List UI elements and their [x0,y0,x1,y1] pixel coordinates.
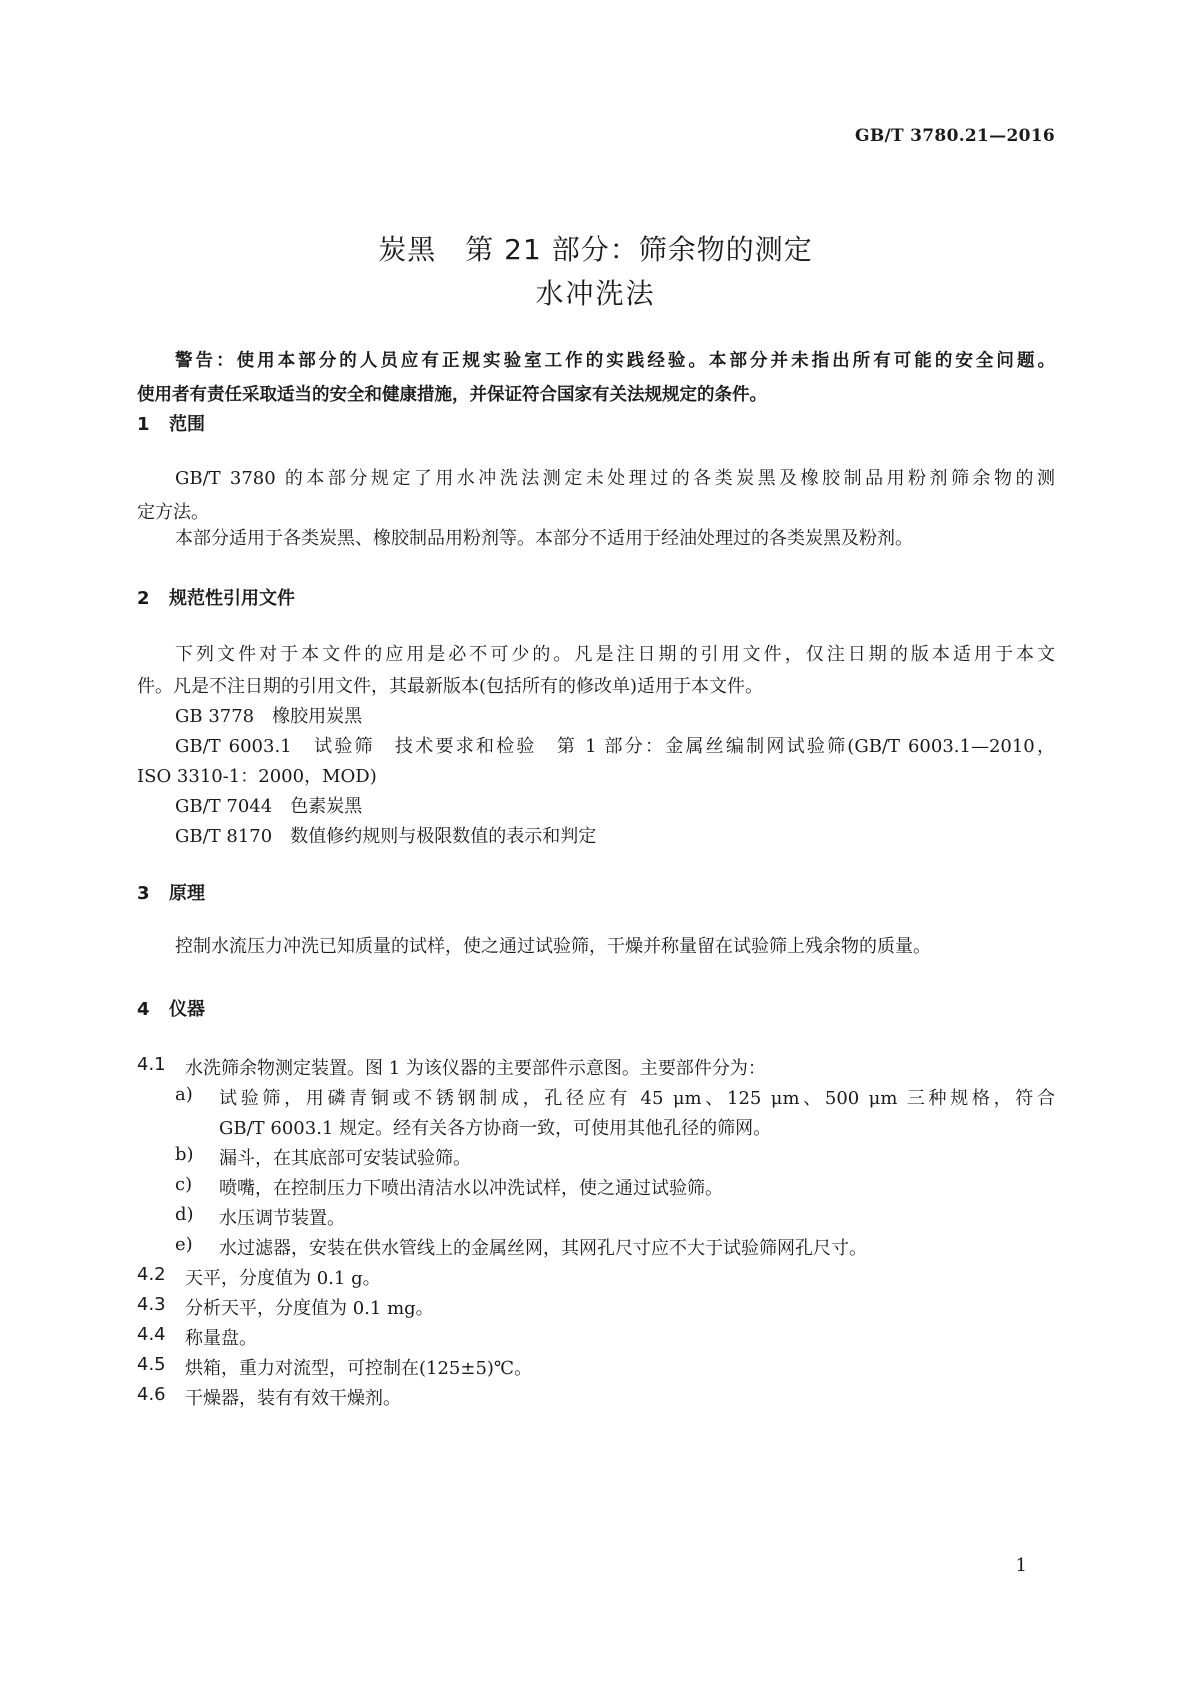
item-text-4-2: 天平，分度值为 0.1 g。 [185,1268,381,1289]
principle-paragraph: 控制水流压力冲洗已知质量的试样，使之通过试验筛，干燥并称量留在试验筛上残余物的质量。 [175,936,931,957]
subitem-b: 漏斗，在其底部可安装试验筛。 [219,1148,471,1169]
document-title: 炭黑 第 21 部分：筛余物的测定 [378,233,813,266]
section-heading-principle [137,879,205,905]
reference-gbt6003-line-1: GB/T 6003.1 试验筛 技术要求和检验 第 1 部分：金属丝编制网试验筛(GB/T 6003.1—2010， [175,736,1055,757]
subitem-d: 水压调节装置。 [219,1208,345,1229]
section-number: 1 [137,414,150,435]
item-text-4-1: 水洗筛余物测定装置。图 1 为该仪器的主要部件示意图。主要部件分为： [185,1058,766,1079]
reference-gbt8170: GB/T 8170 数值修约规则与极限数值的表示和判定 [175,826,597,847]
section-title: 规范性引用文件 [169,588,295,609]
section-title: 原理 [169,883,205,904]
subitem-letter-d: d) [175,1204,194,1225]
item-number-4-4: 4.4 [137,1324,166,1345]
reference-gb3778: GB 3778 橡胶用炭黑 [175,706,363,727]
subitem-c: 喷嘴，在控制压力下喷出清洁水以冲洗试样，使之通过试验筛。 [219,1178,723,1199]
subitem-letter-b: b) [175,1144,194,1165]
subitem-letter-a: a) [175,1084,193,1105]
section-title: 范围 [169,414,205,435]
item-number-4-6: 4.6 [137,1384,166,1405]
subitem-a-line-2: GB/T 6003.1 规定。经有关各方协商一致，可使用其他孔径的筛网。 [219,1118,772,1139]
reference-gbt7044: GB/T 7044 色素炭黑 [175,796,363,817]
section-heading-normative-references [137,584,295,610]
section-heading-apparatus [137,995,205,1021]
section-heading-scope [137,410,205,436]
item-text-4-6: 干燥器，装有有效干燥剂。 [185,1388,401,1409]
document-subtitle: 水冲洗法 [535,277,656,310]
warning-line-2: 使用者有责任采取适当的安全和健康措施，并保证符合国家有关法规规定的条件。 [137,385,767,405]
warning-line-1: 警告：使用本部分的人员应有正规实验室工作的实践经验。本部分并未指出所有可能的安全问题。 [175,351,1055,371]
reference-gbt6003-line-2: ISO 3310-1：2000，MOD) [137,766,377,787]
section-number: 4 [137,999,150,1020]
section-number: 2 [137,588,150,609]
item-number-4-1: 4.1 [137,1054,166,1075]
references-paragraph-line-2: 件。凡是不注日期的引用文件，其最新版本(包括所有的修改单)适用于本文件。 [137,676,764,697]
standard-code: GB/T 3780.21—2016 [855,126,1055,146]
item-number-4-3: 4.3 [137,1294,166,1315]
page-number: 1 [1015,1555,1027,1576]
scope-paragraph-1-line-2: 定方法。 [137,502,209,523]
item-number-4-5: 4.5 [137,1354,166,1375]
item-text-4-3: 分析天平，分度值为 0.1 mg。 [185,1298,434,1319]
subitem-letter-c: c) [175,1174,193,1195]
scope-paragraph-1-line-1: GB/T 3780 的本部分规定了用水冲洗法测定未处理过的各类炭黑及橡胶制品用粉剂筛余物的测 [175,468,1055,489]
subitem-e: 水过滤器，安装在供水管线上的金属丝网，其网孔尺寸应不大于试验筛网孔尺寸。 [219,1238,867,1259]
references-paragraph-line-1: 下列文件对于本文件的应用是必不可少的。凡是注日期的引用文件，仅注日期的版本适用于本文 [175,644,1055,665]
section-title: 仪器 [169,999,205,1020]
subitem-a-line-1: 试验筛，用磷青铜或不锈钢制成，孔径应有 45 μm、125 μm、500 μm 三种规格，符合 [219,1088,1055,1109]
section-number: 3 [137,883,150,904]
scope-paragraph-2: 本部分适用于各类炭黑、橡胶制品用粉剂等。本部分不适用于经油处理过的各类炭黑及粉剂。 [175,528,913,549]
subitem-letter-e: e) [175,1234,193,1255]
item-number-4-2: 4.2 [137,1264,166,1285]
item-text-4-4: 称量盘。 [185,1328,257,1349]
item-text-4-5: 烘箱，重力对流型，可控制在(125±5)℃。 [185,1358,533,1379]
